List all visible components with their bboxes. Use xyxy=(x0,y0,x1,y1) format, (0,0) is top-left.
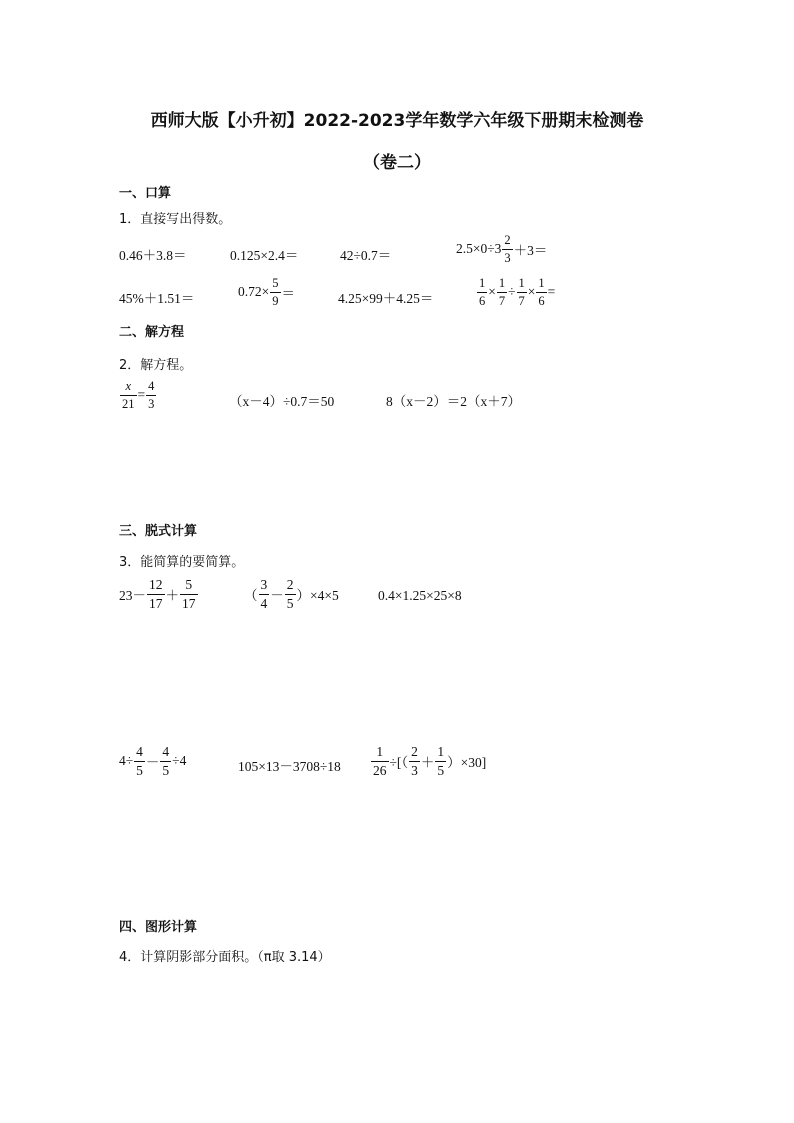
expr-text: ÷[（ xyxy=(389,755,409,770)
expr-text: ＋3＝ xyxy=(513,243,548,258)
numerator: x xyxy=(125,379,132,393)
equation-3: 8（x－2）＝2（x＋7） xyxy=(386,394,521,409)
fraction xyxy=(160,745,171,777)
denominator: 7 xyxy=(498,293,506,308)
fraction xyxy=(134,745,145,777)
denominator: 5 xyxy=(136,762,143,778)
denominator: 4 xyxy=(260,595,268,611)
fraction xyxy=(409,745,420,777)
fraction xyxy=(147,578,165,610)
denominator: 21 xyxy=(122,396,135,411)
expr-text: ÷4 xyxy=(172,753,187,768)
fraction xyxy=(120,380,137,410)
expr-text: 4÷ xyxy=(119,753,134,768)
denominator: 3 xyxy=(148,396,155,411)
numerator: 2 xyxy=(411,744,418,759)
numerator: 5 xyxy=(185,577,193,592)
expr-text: 0.72× xyxy=(238,284,270,299)
denominator: 5 xyxy=(437,762,445,778)
operator: ＋ xyxy=(420,755,435,770)
denominator: 6 xyxy=(538,293,545,308)
denominator: 3 xyxy=(411,762,418,778)
numerator: 3 xyxy=(260,577,268,592)
operator: ＋ xyxy=(165,588,179,603)
equation-2: （x－4）÷0.7＝50 xyxy=(229,394,335,409)
section-heading-equations: 二、解方程 xyxy=(119,325,185,340)
equation-1 xyxy=(119,380,157,410)
question-4: 4．计算阴影部分面积。（π取 3.14） xyxy=(119,950,331,965)
fraction xyxy=(435,745,446,777)
numerator: 4 xyxy=(148,379,155,393)
operator: × xyxy=(488,284,496,299)
expr-text: （ xyxy=(244,588,258,603)
calc-1-1 xyxy=(119,578,199,610)
fraction xyxy=(270,277,280,307)
expr-1-1: 0.46＋3.8＝ xyxy=(119,248,187,263)
denominator: 17 xyxy=(182,595,196,611)
expr-1-3: 42÷0.7＝ xyxy=(340,248,392,263)
expr-text: ＝ xyxy=(281,286,295,301)
expr-text: ）×4×5 xyxy=(296,588,339,603)
calc-1-2 xyxy=(244,578,339,610)
denominator: 3 xyxy=(504,250,511,265)
denominator: 7 xyxy=(518,293,525,308)
numerator: 4 xyxy=(136,744,143,759)
numerator: 12 xyxy=(149,577,163,592)
expr-1-2: 0.125×2.4＝ xyxy=(230,248,299,263)
page-subtitle: （卷二） xyxy=(363,153,431,173)
operator: ÷ xyxy=(508,284,516,299)
section-heading-geometry: 四、图形计算 xyxy=(119,920,198,935)
fraction xyxy=(517,277,527,307)
operator: × xyxy=(527,284,536,299)
denominator: 5 xyxy=(286,595,294,611)
calc-2-3 xyxy=(370,745,486,777)
fraction xyxy=(502,234,512,264)
expr-2-1: 45%＋1.51＝ xyxy=(119,291,195,306)
calc-2-1 xyxy=(119,745,186,777)
denominator: 9 xyxy=(272,293,279,308)
operator: － xyxy=(270,588,284,603)
numerator: 1 xyxy=(518,276,525,290)
fraction xyxy=(536,277,546,307)
numerator: 4 xyxy=(162,744,170,759)
question-2: 2．解方程。 xyxy=(119,358,193,373)
question-3: 3．能简算的要简算。 xyxy=(119,555,245,570)
section-heading-stepwise: 三、脱式计算 xyxy=(119,524,198,539)
expr-2-2 xyxy=(238,277,295,307)
fraction xyxy=(180,578,198,610)
page-title: 西师大版【小升初】2022-2023学年数学六年级下册期末检测卷 xyxy=(150,111,644,131)
denominator: 26 xyxy=(373,762,387,778)
section-heading-oral: 一、口算 xyxy=(119,186,172,201)
operator: = xyxy=(137,387,146,402)
expr-text: 2.5×0÷3 xyxy=(456,241,502,256)
numerator: 1 xyxy=(498,276,506,290)
expr-text: 23－ xyxy=(119,588,146,603)
fraction xyxy=(371,745,389,777)
operator: － xyxy=(145,755,160,770)
calc-2-2: 105×13－3708÷18 xyxy=(238,759,341,774)
expr-2-4 xyxy=(476,277,555,307)
fraction xyxy=(477,277,487,307)
calc-1-3: 0.4×1.25×25×8 xyxy=(378,588,462,603)
expr-text: = xyxy=(547,284,556,299)
numerator: 1 xyxy=(376,744,384,759)
denominator: 6 xyxy=(479,293,486,308)
expr-1-4 xyxy=(456,234,547,264)
denominator: 17 xyxy=(149,595,163,611)
question-1: 1．直接写出得数。 xyxy=(119,212,232,227)
numerator: 5 xyxy=(272,276,279,290)
expr-text: ）×30] xyxy=(447,755,487,770)
numerator: 2 xyxy=(504,233,511,247)
fraction xyxy=(285,578,296,610)
numerator: 1 xyxy=(479,276,486,290)
fraction xyxy=(259,578,270,610)
expr-2-3: 4.25×99＋4.25＝ xyxy=(338,291,434,306)
numerator: 2 xyxy=(286,577,294,592)
fraction xyxy=(146,380,156,410)
numerator: 1 xyxy=(538,276,545,290)
numerator: 1 xyxy=(437,744,445,759)
fraction xyxy=(497,277,507,307)
denominator: 5 xyxy=(162,762,170,778)
